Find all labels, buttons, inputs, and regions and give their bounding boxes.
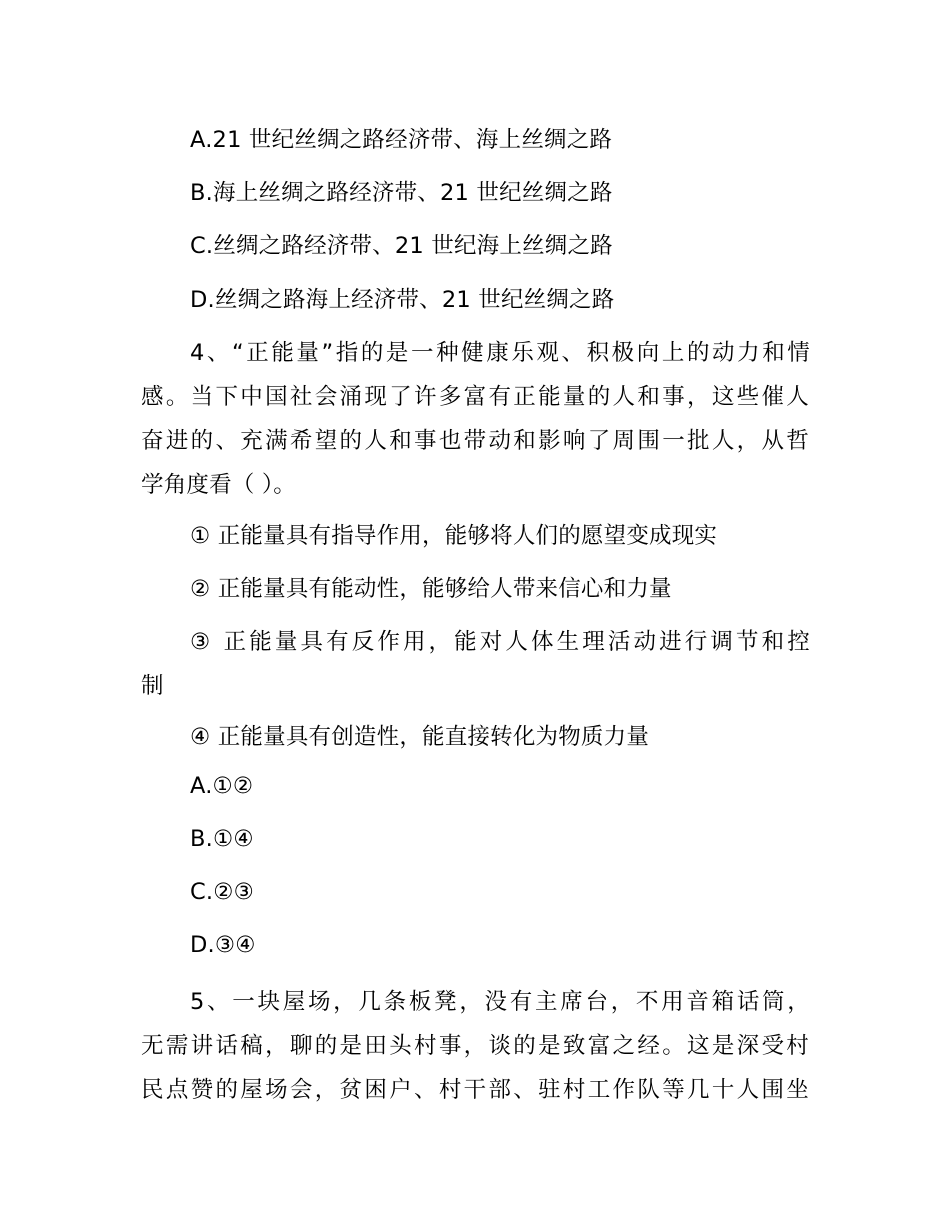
q3-option-c: C.丝绸之路经济带、21 世纪海上丝绸之路 <box>190 233 613 259</box>
q4-statement-2: ② 正能量具有能动性，能够给人带来信心和力量 <box>190 576 672 602</box>
q4-statement-4: ④ 正能量具有创造性，能直接转化为物质力量 <box>190 724 650 750</box>
q5-stem-line-1: 5、一块屋场，几条板凳，没有主席台，不用音箱话筒， <box>190 989 810 1015</box>
q4-option-a: A.①② <box>190 773 254 799</box>
q4-statement-1: ① 正能量具有指导作用，能够将人们的愿望变成现实 <box>190 523 718 549</box>
q4-option-d: D.③④ <box>190 932 256 958</box>
q3-option-b: B.海上丝绸之路经济带、21 世纪丝绸之路 <box>190 180 613 206</box>
q4-option-b: B.①④ <box>190 826 254 852</box>
q4-stem-line-3: 奋进的、充满希望的人和事也带动和影响了周围一批人，从哲 <box>141 428 809 454</box>
q5-stem-line-2: 无需讲话稿，聊的是田头村事，谈的是致富之经。这是深受村 <box>141 1033 809 1059</box>
q4-option-c: C.②③ <box>190 879 255 905</box>
q4-stem-line-4: 学角度看（ ）。 <box>141 472 297 498</box>
q4-stem-line-1: 4、“正能量”指的是一种健康乐观、积极向上的动力和情 <box>190 340 810 366</box>
q4-stem-line-2: 感。当下中国社会涌现了许多富有正能量的人和事，这些催人 <box>141 384 809 410</box>
q3-option-d: D.丝绸之路海上经济带、21 世纪丝绸之路 <box>190 287 615 313</box>
q5-stem-line-3: 民点赞的屋场会，贫困户、村干部、驻村工作队等几十人围坐 <box>141 1077 809 1103</box>
q4-statement-3-continued: 制 <box>141 673 164 699</box>
q3-option-a: A.21 世纪丝绸之路经济带、海上丝绸之路 <box>190 127 613 153</box>
q4-statement-3: ③ 正能量具有反作用，能对人体生理活动进行调节和控 <box>190 629 810 655</box>
